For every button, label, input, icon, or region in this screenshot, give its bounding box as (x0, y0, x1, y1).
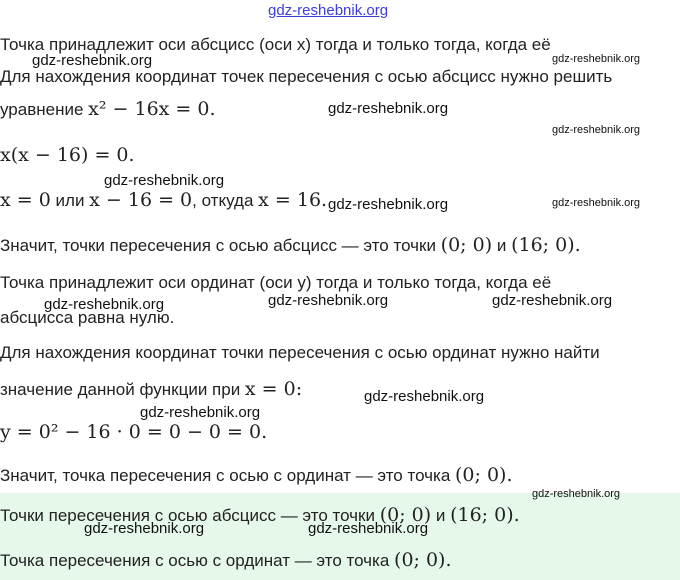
site-watermark-link[interactable]: gdz-reshebnik.org (268, 2, 389, 19)
equation: x = 0: (244, 378, 303, 400)
watermark: gdz-reshebnik.org (308, 520, 429, 537)
watermark: gdz-reshebnik.org (552, 53, 641, 65)
text: , откуда (192, 191, 259, 210)
watermark: gdz-reshebnik.org (104, 172, 225, 189)
solution-line-2: Для нахождения координат точек пересечения с осью абсцисс нужно решить (0, 67, 613, 86)
watermark: gdz-reshebnik.org (32, 52, 153, 69)
text: уравнение (0, 100, 89, 119)
text: Точка пересечения с осью с ординат — это точка (0, 551, 395, 570)
watermark: gdz-reshebnik.org (268, 292, 389, 309)
solution-line-4 (0, 144, 135, 167)
watermark: gdz-reshebnik.org (552, 197, 641, 209)
solution-line-1: Точка принадлежит оси абсцисс (оси x) тогда и только тогда, когда её (0, 35, 551, 54)
watermark: gdz-reshebnik.org (532, 488, 621, 500)
solution-line-9: Для нахождения координат точки пересечения с осью ординат нужно найти (0, 343, 600, 362)
text: и (431, 506, 451, 525)
solution-line-7: Точка принадлежит оси ординат (оси y) тогда и только тогда, когда её (0, 273, 552, 292)
watermark: gdz-reshebnik.org (492, 292, 613, 309)
text: Значит, точки пересечения с осью абсцисс — это точки (0, 236, 441, 255)
point: (0; 0) (379, 504, 432, 526)
equation: y = 0² − 16 · 0 = 0 − 0 = 0. (0, 421, 268, 443)
text: и (492, 236, 512, 255)
text: Точки пересечения с осью абсцисс — это точки (0, 506, 380, 525)
text: Значит, точка пересечения с осью с ординат — это точка (0, 466, 456, 485)
watermark: gdz-reshebnik.org (552, 124, 641, 136)
solution-line-5 (0, 189, 327, 212)
point: (0; 0) (440, 234, 493, 256)
watermark: gdz-reshebnik.org (328, 196, 449, 213)
answer-line-1 (0, 504, 520, 527)
text: значение данной функции при (0, 380, 245, 399)
equation: x(x − 16) = 0. (0, 144, 135, 166)
watermark: gdz-reshebnik.org (84, 520, 205, 537)
solution-line-11 (0, 421, 267, 444)
watermark: gdz-reshebnik.org (364, 388, 485, 405)
watermark: gdz-reshebnik.org (140, 404, 261, 421)
equation: x = 0 (0, 189, 51, 211)
equation: x = 16. (258, 189, 328, 211)
text: или (50, 191, 90, 210)
equation: x − 16 = 0 (89, 189, 193, 211)
point: (16; 0). (450, 504, 520, 526)
watermark: gdz-reshebnik.org (328, 100, 449, 117)
point: (16; 0). (511, 234, 581, 256)
solution-line-12 (0, 464, 513, 487)
equation: x² − 16x = 0. (88, 98, 216, 120)
watermark: gdz-reshebnik.org (44, 296, 165, 313)
point: (0; 0). (455, 464, 513, 486)
point: (0; 0). (394, 549, 452, 571)
solution-line-6 (0, 234, 581, 257)
solution-line-3 (0, 98, 216, 121)
solution-line-8: абсцисса равна нулю. (0, 308, 175, 327)
solution-line-10 (0, 378, 302, 401)
answer-line-2 (0, 549, 452, 572)
